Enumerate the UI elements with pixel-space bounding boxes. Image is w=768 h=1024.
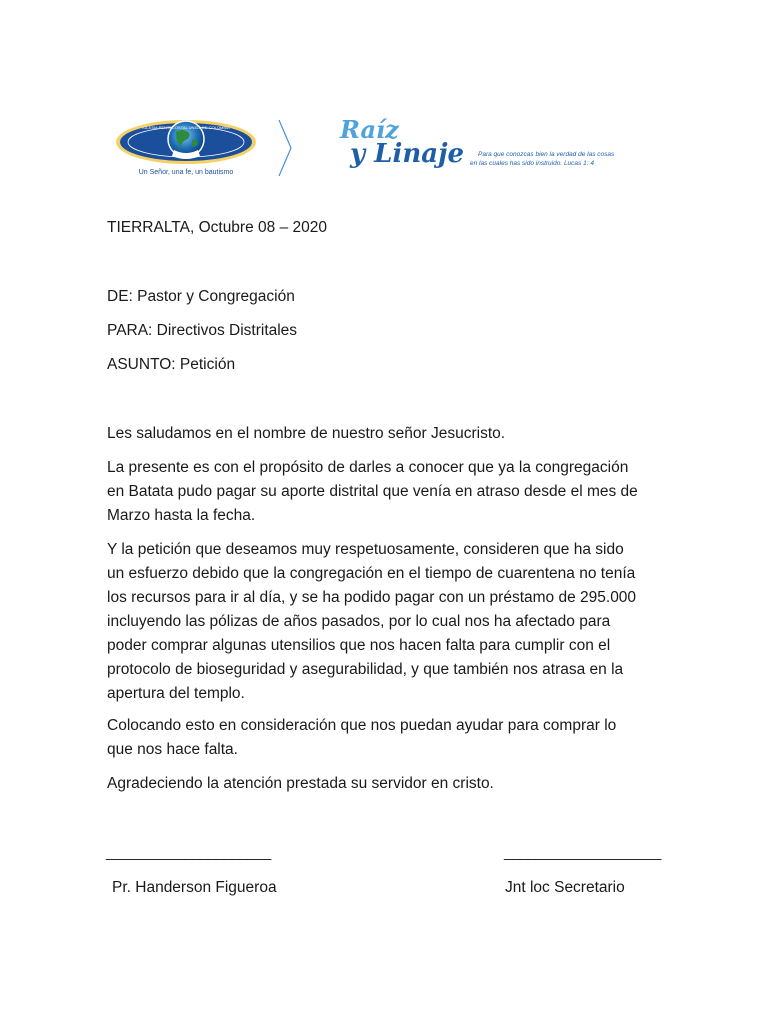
signatory-left-name: Pr. Handerson Figueroa (112, 879, 277, 896)
paragraph-line: Colocando esto en consideración que nos puedan ayudar para comprar lo (107, 717, 617, 734)
paragraph-line: en Batata pudo pagar su aporte distrital que venía en atraso desde el mes de (107, 483, 638, 500)
paragraph-line: un esfuerzo debido que la congregación en el tiempo de cuarentena no tenía (107, 565, 636, 582)
paragraph-3 (107, 714, 672, 762)
signatory-right-name: Jnt loc Secretario (505, 879, 625, 896)
paragraph-line: los recursos para ir al día, y se ha podido pagar con un préstamo de 295.000 (107, 589, 637, 606)
paragraph-line: que nos hace falta. (107, 741, 238, 758)
church-seal-text: IGLESIA PENTECOSTAL UNIDA DE COLOMBIA (142, 125, 230, 130)
place-date: TIERRALTA, Octubre 08 – 2020 (107, 219, 327, 236)
paragraph-line: protocolo de bioseguridad y asegurabilidad, y que también nos atrasa en la (107, 661, 624, 678)
paragraph-1 (107, 456, 672, 528)
raiz-linaje-logo (300, 112, 660, 190)
brand-verse-line1: Para que conozcas bien la verdad de las cosas (478, 151, 615, 158)
to-line: PARA: Directivos Distritales (107, 322, 298, 339)
paragraph-line: Y la petición que deseamos muy respetuosamente, consideren que ha sido (107, 541, 624, 558)
paragraph-line: poder comprar algunas utensilios que nos hacen falta para cumplir con el (107, 637, 611, 654)
brand-name-line1: Raíz (340, 115, 399, 144)
paragraph-line: apertura del templo. (107, 685, 245, 702)
brand-name-line2: y Linaje (350, 139, 465, 169)
church-motto: Un Señor, una fe, un bautismo (138, 169, 234, 176)
greeting: Les saludamos en el nombre de nuestro señor Jesucristo. (107, 425, 506, 442)
closing-line: Agradeciendo la atención prestada su servidor en cristo. (107, 775, 494, 792)
church-seal-logo (108, 112, 268, 180)
paragraph-line: La presente es con el propósito de darles a conocer que ya la congregación (107, 459, 629, 476)
subject-line: ASUNTO: Petición (107, 356, 236, 373)
paragraph-2 (107, 538, 672, 706)
from-line: DE: Pastor y Congregación (107, 288, 295, 305)
header-divider-chevron-icon (276, 118, 294, 178)
letterhead (108, 112, 648, 190)
brand-verse-line2: en las cuales has sido instruido. Lucas 1: 4 (470, 160, 594, 167)
signature-line-left: _____________________ (106, 844, 271, 861)
signature-line-right: ____________________ (504, 844, 661, 861)
paragraph-line: incluyendo las pólizas de años pasados, por lo cual nos ha afectado para (107, 613, 611, 630)
paragraph-line: Marzo hasta la fecha. (107, 507, 256, 524)
